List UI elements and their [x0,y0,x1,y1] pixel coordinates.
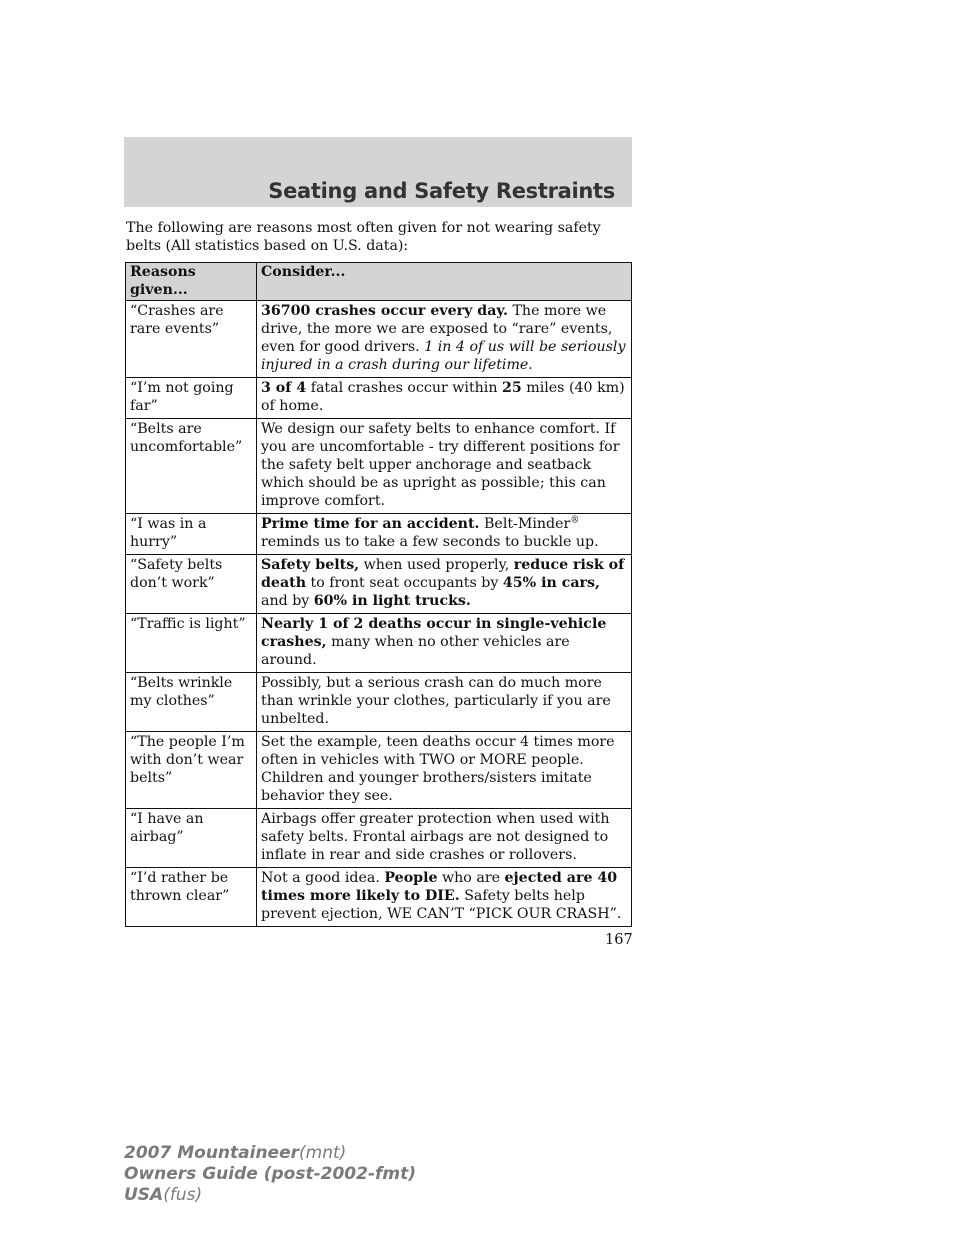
consider-cell [257,514,632,555]
consider-cell [257,614,632,673]
emphasis-text: 36700 crashes occur every day. [261,303,508,319]
body-text: Not a good idea. [261,870,385,886]
table-row [126,514,632,555]
body-text: reminds us to take a few seconds to buckle up. [261,534,599,550]
body-text: Airbags offer greater protection when used with safety belts. Frontal airbags are not designed to inflate in rear and side crashes or rollovers. [261,811,610,863]
body-text: who are [437,870,505,886]
emphasis-text: Prime time for an accident. [261,516,480,532]
footer-line-2 [124,1164,416,1185]
reason-cell: “Traffic is light” [126,614,257,673]
consider-cell [257,809,632,868]
body-text: Belt-Minder [479,516,571,532]
reason-cell: “I was in a hurry” [126,514,257,555]
consider-cell [257,419,632,514]
reason-cell: “I’d rather be thrown clear” [126,868,257,927]
table-row [126,301,632,378]
registered-mark: ® [570,515,580,526]
reason-cell: “Safety belts don’t work” [126,555,257,614]
table-body [126,301,632,927]
reason-cell: “Belts are uncomfortable” [126,419,257,514]
footer-model: 2007 Mountaineer [124,1143,300,1163]
emphasis-text: reduce risk of death [261,557,625,591]
table-row [126,555,632,614]
consider-cell [257,301,632,378]
consider-cell [257,378,632,419]
reason-cell: “The people I’m with don’t wear belts” [126,732,257,809]
consider-cell [257,868,632,927]
section-title: Seating and Safety Restraints [268,179,615,203]
footer-line-3 [124,1185,416,1206]
emphasis-text: Nearly 1 of 2 deaths occur in single-vehicle crashes, [261,616,607,650]
body-text: We design our safety belts to enhance comfort. If you are uncomfortable - try different positions for the safety belt upper anchorage and seatback which should be as upright as possible; this can improve comfort. [261,421,620,509]
footer-guide: Owners Guide (post-2002-fmt) [124,1164,417,1184]
emphasis-text: 3 of 4 [261,380,307,396]
footer-region-code: (fus) [163,1185,203,1205]
table-row [126,732,632,809]
body-text: when used properly, [359,557,514,573]
body-text: Possibly, but a serious crash can do much more than wrinkle your clothes, particularly if you are unbelted. [261,675,611,727]
reason-cell: “I’m not going far” [126,378,257,419]
document-footer [124,1143,416,1206]
body-text: to front seat occupants by [306,575,503,591]
reasons-table [125,262,632,927]
body-text: and by [261,593,314,609]
body-text: many when no other vehicles are around. [261,634,570,668]
emphasis-text: Safety belts, [261,557,360,573]
body-text: The more we drive, the more we are exposed to “rare” events, even for good drivers. [261,303,613,355]
emphasis-text: 60% in light trucks. [313,593,471,609]
table-row [126,673,632,732]
body-text: fatal crashes occur within [306,380,502,396]
reason-cell: “Crashes are rare events” [126,301,257,378]
footer-line-1 [124,1143,416,1164]
emphasis-text: 25 [502,380,522,396]
consider-cell [257,673,632,732]
page-number: 167 [605,932,633,948]
consider-cell [257,555,632,614]
table-row [126,868,632,927]
emphasis-text: 45% in cars, [502,575,600,591]
section-header-band [124,137,632,207]
emphasis-text: People [384,870,438,886]
column-header-reasons: Reasons given... [126,263,257,301]
body-text: Set the example, teen deaths occur 4 times more often in vehicles with TWO or MORE people. Children and younger brothers/sisters imitate behavior they see. [261,734,615,804]
footer-model-code: (mnt) [299,1143,347,1163]
consider-cell [257,732,632,809]
table-row [126,809,632,868]
italic-text: 1 in 4 of us will be seriously injured in a crash during our lifetime. [261,339,626,373]
footer-region: USA [124,1185,164,1205]
column-header-consider: Consider... [257,263,632,301]
table-row [126,419,632,514]
reason-cell: “Belts wrinkle my clothes” [126,673,257,732]
emphasis-text: ejected are 40 times more likely to DIE. [261,870,618,904]
intro-paragraph: The following are reasons most often given for not wearing safety belts (All statistics based on U.S. data): [126,220,601,254]
table-header-row [126,263,632,301]
table-row [126,378,632,419]
table-row [126,614,632,673]
body-text: miles (40 km) of home. [261,380,625,414]
reason-cell: “I have an airbag” [126,809,257,868]
body-text: Safety belts help prevent ejection, WE CAN’T “PICK OUR CRASH”. [261,888,622,922]
